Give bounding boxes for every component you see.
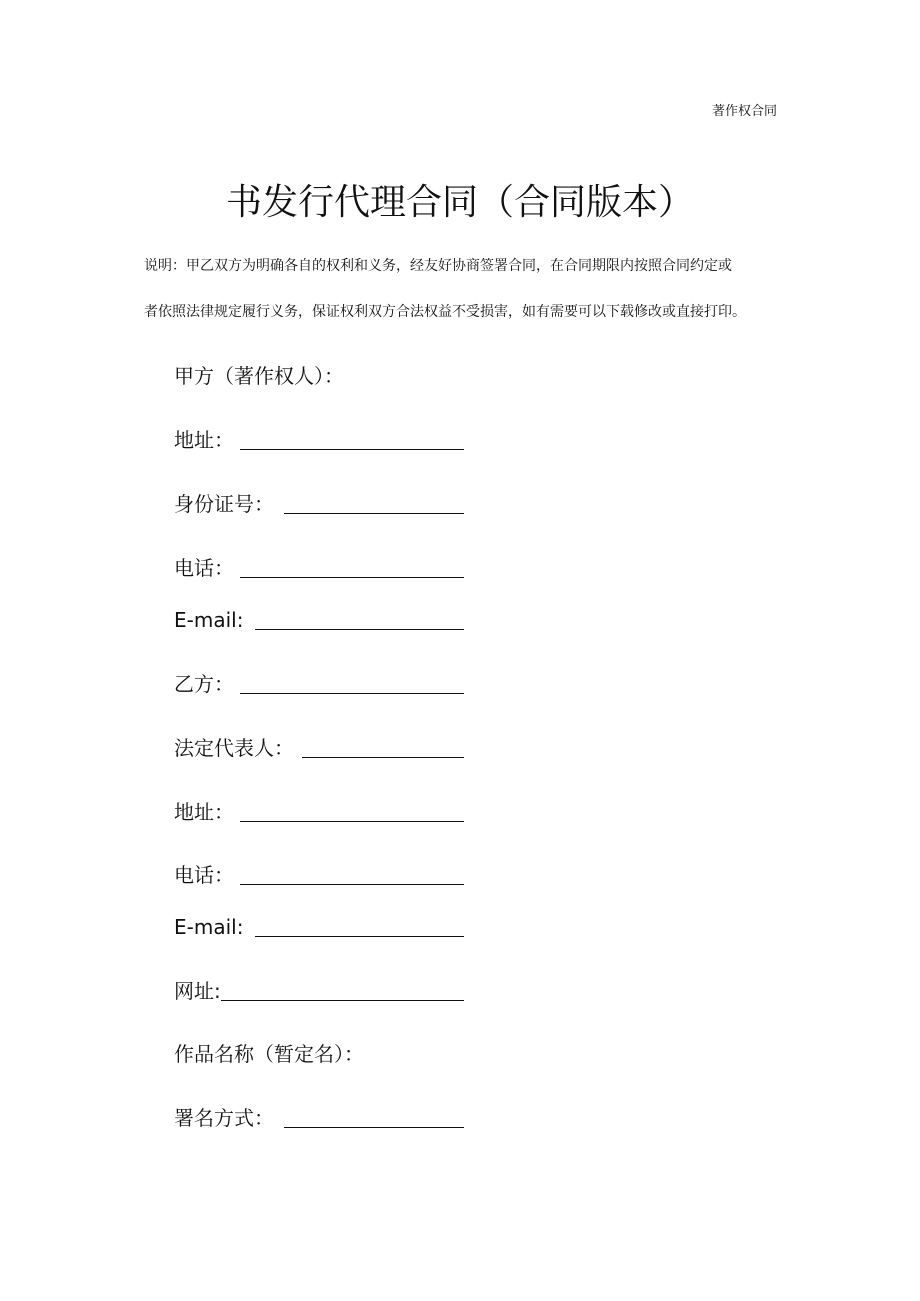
party-b-phone-label: 电话： bbox=[174, 863, 234, 887]
work-title-label: 作品名称（暂定名）： bbox=[174, 1042, 364, 1066]
party-b-legal-rep-blank[interactable] bbox=[302, 757, 464, 758]
party-b-website-label: 网址: bbox=[174, 979, 221, 1003]
party-a-phone-blank[interactable] bbox=[240, 577, 464, 578]
party-a-address-row bbox=[174, 420, 464, 454]
party-b-email-blank[interactable] bbox=[255, 936, 464, 937]
party-b-address-label: 地址： bbox=[174, 800, 234, 824]
signature-method-row bbox=[174, 1098, 464, 1132]
party-a-id-row bbox=[174, 484, 464, 518]
party-a-email-row bbox=[174, 600, 464, 634]
document-title: 书发行代理合同（合同版本） bbox=[225, 182, 694, 223]
party-b-legal-rep-label: 法定代表人： bbox=[174, 736, 294, 760]
party-a-address-blank[interactable] bbox=[240, 449, 464, 450]
party-a-id-blank[interactable] bbox=[284, 513, 464, 514]
party-b-website-row bbox=[174, 971, 464, 1005]
party-a-heading: 甲方（著作权人）： bbox=[174, 364, 344, 388]
party-a-address-label: 地址： bbox=[174, 428, 234, 452]
party-a-phone-row bbox=[174, 548, 464, 582]
party-b-address-row bbox=[174, 792, 464, 826]
party-b-heading: 乙方： bbox=[174, 672, 234, 696]
party-b-row bbox=[174, 664, 464, 698]
party-b-email-row bbox=[174, 907, 464, 941]
party-a-phone-label: 电话： bbox=[174, 556, 234, 580]
party-b-legal-rep-row bbox=[174, 728, 464, 762]
party-a-id-label: 身份证号： bbox=[174, 492, 274, 516]
intro-line-2: 者依照法律规定履行义务，保证权利双方合法权益不受损害，如有需要可以下载修改或直接打印。 bbox=[144, 304, 746, 320]
intro-line-1: 说明：甲乙双方为明确各自的权利和义务，经友好协商签署合同，在合同期限内按照合同约定或 bbox=[144, 258, 732, 274]
party-a-email-blank[interactable] bbox=[255, 629, 464, 630]
party-a-email-label: E-mail: bbox=[174, 608, 244, 632]
party-a-heading-row bbox=[174, 356, 464, 390]
party-b-website-blank[interactable] bbox=[221, 1000, 464, 1001]
party-b-blank[interactable] bbox=[240, 693, 464, 694]
party-b-phone-row bbox=[174, 855, 464, 889]
signature-method-label: 署名方式： bbox=[174, 1106, 274, 1130]
party-b-address-blank[interactable] bbox=[240, 821, 464, 822]
party-b-email-label: E-mail: bbox=[174, 915, 244, 939]
work-title-row bbox=[174, 1034, 464, 1068]
party-b-phone-blank[interactable] bbox=[240, 884, 464, 885]
signature-method-blank[interactable] bbox=[284, 1127, 464, 1128]
header-note: 著作权合同 bbox=[711, 104, 777, 119]
